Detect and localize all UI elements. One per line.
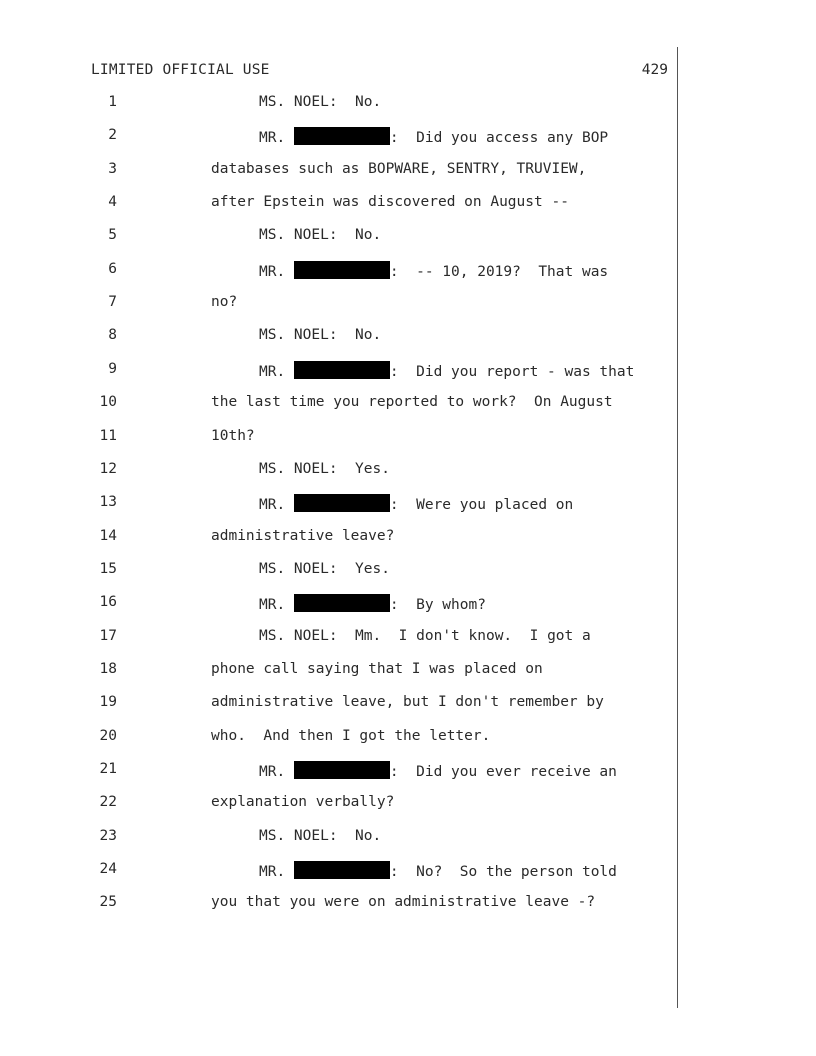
transcript-line	[0, 327, 816, 349]
line-number: 12	[99, 460, 117, 477]
transcript-line	[0, 861, 816, 883]
line-text-segment: : Did you report - was that	[389, 363, 635, 380]
line-text-segment: you that you were on administrative leave -?	[211, 894, 596, 911]
line-text	[259, 761, 617, 780]
line-text	[259, 628, 591, 644]
line-text	[211, 528, 394, 544]
redaction-box	[294, 494, 390, 512]
line-text	[211, 694, 604, 710]
line-text-segment: MS. NOEL: Mm. I don't know. I got a	[259, 627, 591, 644]
transcript-line	[0, 528, 816, 550]
line-text	[211, 161, 586, 177]
page-number: 429	[641, 62, 668, 78]
transcript-line	[0, 828, 816, 850]
line-text-segment: MS. NOEL: No.	[259, 94, 382, 110]
redaction-box	[294, 361, 390, 379]
line-text	[259, 828, 381, 844]
line-text-segment: administrative leave?	[211, 527, 395, 544]
line-text	[259, 861, 617, 880]
line-text	[259, 327, 381, 343]
line-number: 11	[99, 427, 117, 444]
line-text-segment: MR.	[259, 363, 294, 380]
line-number: 10	[99, 394, 117, 411]
line-text-segment: MR.	[259, 597, 294, 614]
line-text	[259, 94, 381, 110]
transcript-line	[0, 628, 816, 650]
line-text-segment: after Epstein was discovered on August --	[211, 194, 569, 211]
redaction-box	[294, 861, 390, 879]
line-text-segment: : By whom?	[389, 597, 486, 614]
line-text-segment: MR.	[259, 764, 294, 780]
line-text	[259, 494, 573, 513]
line-number: 6	[108, 260, 117, 277]
line-text-segment: the last time you reported to work? On August	[211, 394, 613, 411]
line-text-segment: MR.	[259, 130, 294, 147]
line-text	[211, 661, 543, 677]
transcript-line	[0, 561, 816, 583]
transcript-line	[0, 294, 816, 316]
line-text-segment: MS. NOEL: No.	[259, 327, 382, 344]
line-text-segment: : No? So the person told	[389, 864, 617, 881]
transcript-line	[0, 794, 816, 816]
line-text	[259, 227, 381, 243]
transcript-line	[0, 127, 816, 149]
line-number: 5	[108, 227, 117, 244]
line-text-segment: no?	[211, 294, 238, 311]
transcript-line	[0, 461, 816, 483]
line-number: 2	[108, 127, 117, 144]
line-text-segment: who. And then I got the letter.	[211, 727, 491, 744]
line-text-segment: : Did you access any BOP	[389, 130, 609, 147]
line-text	[259, 261, 608, 280]
line-number: 7	[108, 294, 117, 311]
transcript-line	[0, 161, 816, 183]
line-text	[211, 794, 394, 810]
line-text-segment: MS. NOEL: Yes.	[259, 560, 390, 577]
line-number: 23	[99, 827, 117, 844]
line-number: 25	[99, 894, 117, 911]
line-text	[259, 561, 390, 577]
transcript-line	[0, 227, 816, 249]
line-number: 8	[108, 327, 117, 344]
line-number: 20	[99, 727, 117, 744]
line-text	[259, 127, 608, 146]
redaction-box	[294, 594, 390, 612]
redaction-box	[294, 761, 390, 779]
transcript-line	[0, 661, 816, 683]
redaction-box	[294, 261, 390, 279]
line-number: 17	[99, 627, 117, 644]
line-text-segment: MR.	[259, 864, 294, 881]
line-number: 14	[99, 527, 117, 544]
line-text	[211, 428, 255, 444]
line-text	[211, 894, 595, 910]
line-number: 16	[99, 594, 117, 611]
line-number: 18	[99, 660, 117, 677]
line-number: 19	[99, 694, 117, 711]
line-text-segment: : -- 10, 2019? That was	[389, 263, 609, 280]
transcript-line	[0, 361, 816, 383]
transcript-line	[0, 261, 816, 283]
line-text-segment: : Did you ever receive an	[389, 764, 617, 780]
classification-header: LIMITED OFFICIAL USE	[91, 62, 270, 78]
line-text-segment: MS. NOEL: Yes.	[259, 460, 390, 477]
line-text	[259, 361, 634, 380]
line-text-segment: MS. NOEL: No.	[259, 227, 382, 244]
line-text-segment: MR.	[259, 497, 294, 514]
line-text	[211, 728, 490, 744]
line-number: 9	[108, 360, 117, 377]
transcript-line	[0, 594, 816, 616]
transcript-line	[0, 494, 816, 516]
transcript-line	[0, 894, 816, 916]
line-text	[211, 394, 613, 410]
line-number: 1	[108, 94, 117, 110]
line-text-segment: explanation verbally?	[211, 794, 395, 811]
line-number: 21	[99, 761, 117, 777]
line-text-segment: databases such as BOPWARE, SENTRY, TRUVIEW,	[211, 160, 587, 177]
line-number: 13	[99, 494, 117, 511]
line-text	[211, 194, 569, 210]
line-text	[259, 461, 390, 477]
line-number: 22	[99, 794, 117, 811]
line-text	[259, 594, 486, 613]
transcript-line	[0, 428, 816, 450]
line-text-segment: 10th?	[211, 427, 255, 444]
line-text-segment: administrative leave, but I don't remember by	[211, 694, 604, 711]
line-text-segment: : Were you placed on	[389, 497, 574, 514]
line-text-segment: MR.	[259, 263, 294, 280]
line-number: 24	[99, 861, 117, 878]
transcript-line	[0, 728, 816, 750]
line-number: 4	[108, 194, 117, 211]
transcript-line	[0, 394, 816, 416]
transcript-line	[0, 194, 816, 216]
transcript-line	[0, 94, 816, 116]
line-number: 15	[99, 560, 117, 577]
line-number: 3	[108, 160, 117, 177]
line-text	[211, 294, 237, 310]
line-text-segment: MS. NOEL: No.	[259, 827, 382, 844]
transcript-line	[0, 761, 816, 783]
redaction-box	[294, 127, 390, 145]
line-text-segment: phone call saying that I was placed on	[211, 660, 543, 677]
transcript-line	[0, 694, 816, 716]
